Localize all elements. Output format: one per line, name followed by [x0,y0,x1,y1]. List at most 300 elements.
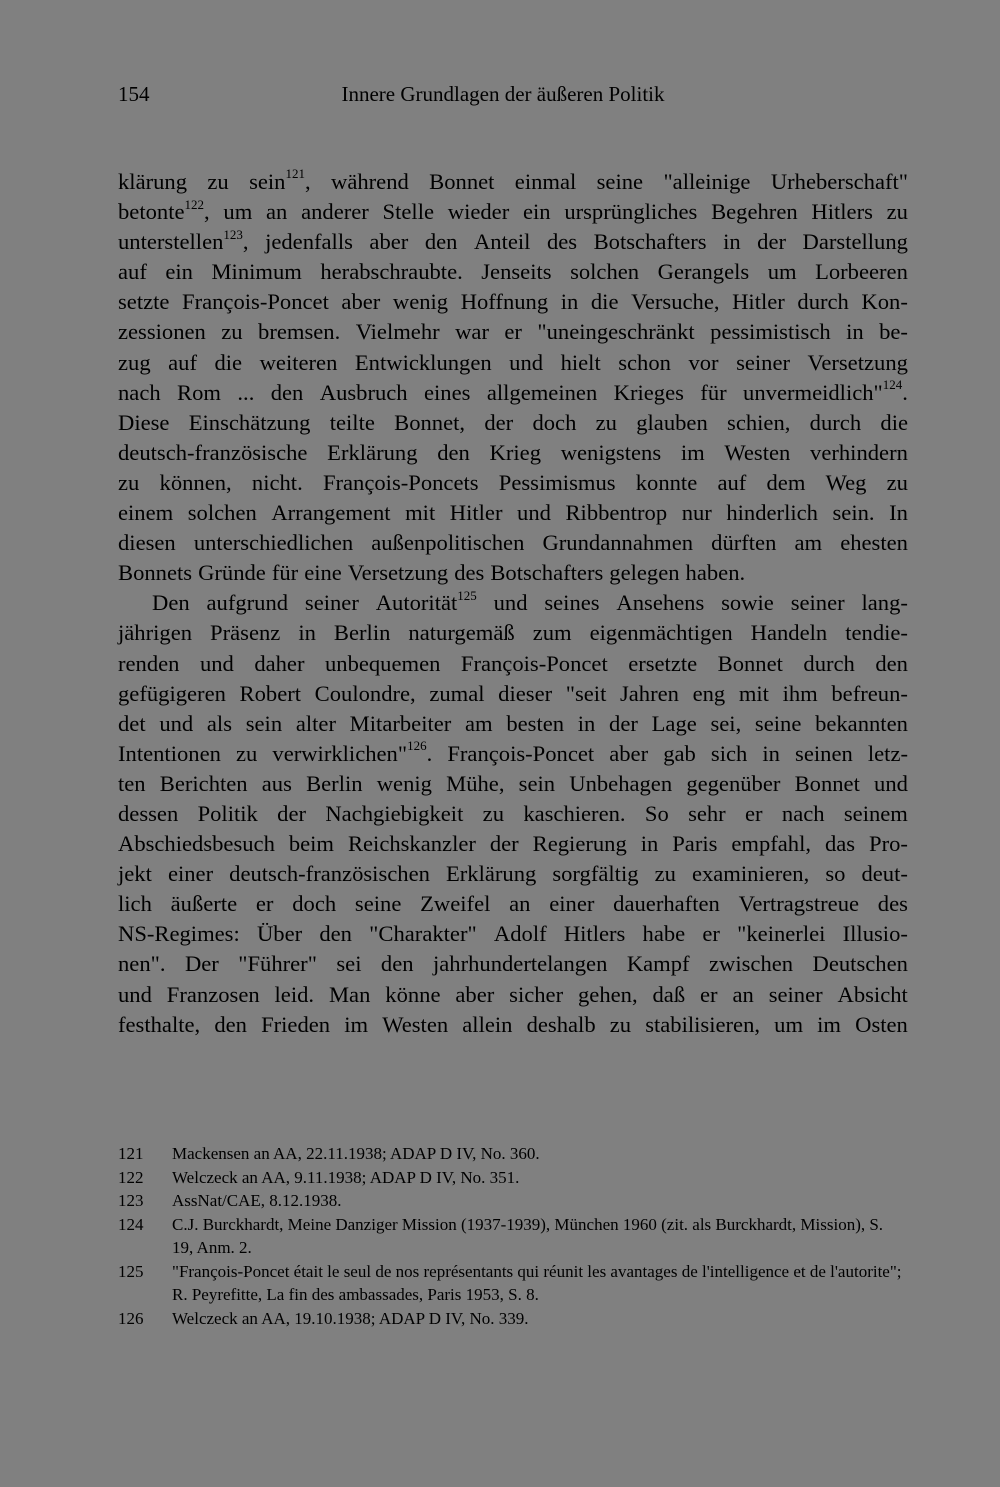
word: auf [717,469,747,495]
word: während [331,169,409,194]
footnote-text: "François-Poncet était le seul de nos représentants qui réunit les avantages de l'intelligence et de l'autorite"; R. Peyrefitte, La fin des ambassades, Paris 1953, S. 8. [172,1261,902,1304]
word: eines [424,379,471,405]
word: seines [544,590,600,616]
body-line [118,739,908,769]
word: Präsenz [210,620,281,646]
word: herabschraubte. [320,259,463,285]
footnote-number: 125 [118,1261,144,1281]
word: in [762,740,780,766]
word: "alleinige [663,169,751,194]
word: Autorität$^{125}$ [375,587,477,616]
body-line [118,197,908,227]
word: Botschafters [490,560,604,586]
word: seiner [790,590,845,616]
word: Lage [651,710,697,736]
word: sehr [688,800,726,826]
word: besten [506,710,565,736]
word: Erklärung [445,861,537,887]
word: Regierung [532,831,627,857]
word: ein [165,259,193,285]
word: dessen [118,800,179,826]
word: den [424,229,458,255]
word: bremsen. [258,319,341,345]
body-line [118,799,908,829]
body-line [118,378,908,408]
word: mit [738,680,769,706]
body-line [118,408,908,438]
footnote-text: Mackensen an AA, 22.11.1938; ADAP D IV, No. 360. [172,1144,540,1163]
word: gegenüber [686,770,781,796]
word: am [465,710,493,736]
word: sei, [710,710,742,736]
word: das [824,831,856,857]
body-line [118,348,908,378]
page-number: 154 [118,82,150,106]
word: dauerhaften [613,891,720,917]
word: er [255,891,274,917]
word: Handeln [750,620,828,646]
word: einem [118,500,174,526]
word: einer [549,891,595,917]
footnote-ref: 123 [223,226,243,242]
word: Ausbruch [319,379,408,405]
word: diesen [118,530,176,556]
word: nach [781,800,825,826]
word: Frieden [261,1011,331,1037]
footnote-text: Welczeck an AA, 19.10.1938; ADAP D IV, No. 339. [172,1308,529,1328]
footnote-text: C.J. Burckhardt, Meine Danziger Mission (1937-1939), München 1960 (zit. als Burckhardt, Mission), S. 19, Anm. 2. [172,1214,884,1257]
word: unterstellen$^{123}$, [118,226,249,255]
word: "seit [565,680,607,706]
word: Osten [855,1011,908,1037]
word: be- [879,319,908,345]
word: Vielmehr [355,319,440,345]
word: seiner [304,590,359,616]
word: sein [518,770,556,796]
word: Gründe [198,560,266,586]
word: Erklärung [327,439,418,465]
word: und [493,590,528,616]
word: seine [354,891,402,917]
word: Ribbentrop [565,500,668,526]
word: um [223,199,253,225]
word: in [577,710,596,736]
word: aber [341,289,381,315]
word: Westen [724,439,791,465]
body-line [118,769,908,799]
word: Illusio- [842,921,908,947]
word: Stelle [382,199,435,225]
word: aber [369,229,409,255]
word: war [455,319,489,345]
word: sowie [721,590,774,616]
word: um [774,1011,804,1037]
word: ursprüngliches [564,199,698,225]
body-line [118,257,908,287]
page-header [118,82,908,116]
body-line [118,1010,908,1040]
word: deutsch-französischen [229,861,430,887]
word: Darstellung [802,229,908,255]
word: sein$^{121}$, [249,166,311,194]
word: det [118,710,146,736]
word: zu [595,409,617,435]
word: um [767,259,797,285]
word: gefügigeren [118,680,226,706]
word: wenig [392,289,449,315]
body-line [118,919,908,949]
word: zug [118,349,151,375]
word: Hitler [732,289,785,315]
body-line [118,618,908,648]
word: mit [405,500,436,526]
word: und [118,981,152,1007]
word: zu [235,740,258,766]
word: Hitlers [811,199,873,225]
body-line [118,528,908,558]
word: Westen [382,1011,449,1037]
word: Versetzung [347,560,449,586]
word: daß [652,981,686,1007]
word: Kampf [626,951,690,977]
word: äußerte [170,891,238,917]
word: eine [304,560,342,586]
body-line [118,167,908,197]
word: Pessimismus [498,469,616,495]
footnote [118,1260,908,1307]
body-line [118,980,908,1010]
word: Zweifel [420,891,491,917]
word: im [344,1011,369,1037]
word: dem [766,469,806,495]
word: wenig [376,770,432,796]
word: können, [159,469,232,495]
word: Vertragstreue [738,891,860,917]
word: Urheberschaft" [770,169,908,194]
word: Lorbeeren [815,259,908,285]
word: François-Poncet [182,289,329,315]
footnote-number: 122 [118,1167,144,1187]
word: François-Poncet [447,740,595,766]
word: der [757,229,787,255]
word: zessionen [118,319,206,345]
body-line [118,649,908,679]
word: vor [688,349,719,375]
word: NS-Regimes: [118,921,240,947]
word: der [489,831,519,857]
running-title: Innere Grundlagen der äußeren Politik [341,82,665,106]
word: dürften [711,530,777,556]
word: Gerangels [657,259,750,285]
word: Entwicklungen [354,349,492,375]
body-line [118,468,908,498]
word: Diese [118,409,170,435]
word: zu [609,1011,632,1037]
word: Paris [672,831,718,857]
word: seiner [768,981,823,1007]
word: jekt [118,861,152,887]
word: Grundannahmen [542,530,694,556]
word: seinem [843,800,908,826]
word: schien, [727,409,791,435]
word: Botschafters [593,229,707,255]
word: deshalb [526,1011,596,1037]
word: die [214,349,243,375]
word: aber [455,981,495,1007]
word: konnte [635,469,698,495]
word: auf [118,259,147,285]
word: aus [261,770,292,796]
word: an [266,199,288,225]
body-line [118,679,908,709]
footnote-ref: 121 [285,166,305,182]
word: weiteren [259,349,338,375]
footnote-number: 126 [118,1308,144,1328]
word: haben. [685,560,746,586]
word: an [732,981,754,1007]
word: "uneingeschränkt [537,319,695,345]
word: befreun- [831,680,908,706]
word: und [874,770,908,796]
word: sei [336,951,362,977]
word: zu [207,169,229,194]
word: Berlin [306,770,363,796]
word: Coulondre, [314,680,416,706]
word: zum [532,620,572,646]
word: solchen [187,500,257,526]
word: der [277,800,307,826]
word: lich [118,891,152,917]
body-line [118,859,908,889]
word: Bonnet, [394,409,466,435]
word: "Charakter" [369,921,477,947]
word: klärung [118,169,188,194]
word: Mühe, [446,770,505,796]
word: in [298,620,316,646]
word: alter [295,710,336,736]
word: seiner [736,349,791,375]
word: empfahl, [731,831,812,857]
word: deut- [861,861,908,887]
word: teilte [329,409,375,435]
word: einmal [514,169,577,194]
word: verwirklichen"$^{126}$. [272,738,433,766]
word: hielt [560,349,601,375]
word: des [546,229,578,255]
footnote-ref: 125 [457,587,477,603]
word: außenpolitischen [371,530,525,556]
word: Unbehagen [569,770,673,796]
word: sich [710,740,748,766]
word: unterschiedlichen [193,530,354,556]
word: Mitarbeiter [349,710,452,736]
word: In [889,500,908,526]
word: Bonnet [429,169,495,194]
word: Kon- [861,289,908,315]
word: unbequemen [324,650,441,676]
word: Der [184,951,219,977]
footnote-ref: 126 [407,738,427,754]
footnote-ref: 124 [882,377,903,393]
footnote [118,1142,908,1166]
word: zu [482,800,504,826]
body-line [118,949,908,979]
word: zu [221,319,243,345]
body-line [118,498,908,528]
word: ihm [782,680,818,706]
word: gab [663,740,696,766]
word: bekannten [815,710,908,736]
word: Ansehens [616,590,705,616]
word: deutsch-französische [118,439,308,465]
word: pessimistisch [710,319,831,345]
word: lang- [861,590,908,616]
word: François-Poncet [460,650,608,676]
word: Krieg [489,439,541,465]
word: seine [754,710,802,736]
word: einer [167,861,214,887]
word: für [700,379,727,405]
word: verhindern [810,439,908,465]
word: wieder [447,199,510,225]
word: zumal [429,680,485,706]
word: eng [692,680,726,706]
word: den [437,439,470,465]
word: Jahren [619,680,679,706]
footnote-text: AssNat/CAE, 8.12.1938. [172,1191,342,1210]
word: Bonnet [794,770,860,796]
word: Versetzung [807,349,908,375]
word: schon [618,349,671,375]
body-line [118,558,908,588]
body-line [118,709,908,739]
word: François-Poncets [322,469,479,495]
word: stabilisieren, [645,1011,761,1037]
body-text [118,167,908,1040]
word: der [484,409,514,435]
word: zu [118,469,140,495]
word: sein. [832,500,875,526]
word: er [700,981,718,1007]
word: Hoffnung [460,289,549,315]
word: ein [522,199,551,225]
footnote-ref: 122 [184,196,205,212]
word: an [509,891,531,917]
word: renden [118,650,180,676]
word: gehen, [578,981,638,1007]
word: sein [245,710,283,736]
word: Hitlers [563,921,626,947]
word: Berichten [159,770,248,796]
word: ... [237,379,255,405]
word: examinieren, [691,861,810,887]
word: Einschätzung [188,409,311,435]
word: nur [681,500,712,526]
word: tendie- [845,620,908,646]
word: Jenseits [481,259,552,285]
word: allein [462,1011,513,1037]
word: So [644,800,669,826]
footnote [118,1166,908,1190]
body-line [118,227,908,257]
word: so [825,861,846,887]
word: habe [642,921,686,947]
word: anderer [301,199,369,225]
word: den [319,921,352,947]
word: sicher [509,981,564,1007]
word: Man [328,981,371,1007]
word: als [206,710,233,736]
word: jedenfalls [265,229,353,255]
word: durch [803,650,855,676]
word: in [846,319,864,345]
word: dieser [498,680,553,706]
word: "Führer" [238,951,317,977]
word: festhalte, [118,1011,201,1037]
word: allgemeinen [486,379,598,405]
word: Intentionen [118,740,221,766]
word: Weg [825,469,867,495]
word: betonte$^{122}$, [118,196,210,225]
word: nicht. [251,469,303,495]
word: durch [809,409,862,435]
word: hinderlich [726,500,818,526]
word: "keinerlei [737,921,826,947]
word: den [214,1011,247,1037]
word: im [680,439,705,465]
word: wenigstens [560,439,662,465]
word: Versuche, [631,289,720,315]
word: Bonnets [118,560,193,586]
word: setzte [118,289,170,315]
word: für [271,560,299,586]
word: unvermeidlich"$^{124}$. [743,377,908,405]
word: und [199,650,234,676]
word: zwischen [709,951,794,977]
word: des [454,560,485,586]
word: aufgrund [206,590,289,616]
word: Abschiedsbesuch [118,831,275,857]
word: Begehren [711,199,798,225]
word: Adolf [493,921,547,947]
word: er [745,800,763,826]
word: und [509,349,544,375]
word: des [877,891,908,917]
word: solchen [570,259,640,285]
body-line [118,438,908,468]
footnote-number: 121 [118,1144,144,1163]
word: durch [797,289,849,315]
body-line [118,317,908,347]
word: Den [152,590,190,616]
word: Nachgiebigkeit [325,800,464,826]
word: den [270,379,304,405]
footnote [118,1213,908,1260]
word: beim [288,831,334,857]
word: doch [532,409,577,435]
word: Anteil [473,229,531,255]
word: auf [168,349,197,375]
word: zu [886,199,908,225]
word: im [817,1011,842,1037]
word: die [590,289,619,315]
word: naturgemäß [408,620,515,646]
word: den [380,951,414,977]
body-line [118,889,908,919]
word: eigenmächtigen [589,620,733,646]
footnote [118,1189,908,1213]
word: Arrangement [271,500,391,526]
